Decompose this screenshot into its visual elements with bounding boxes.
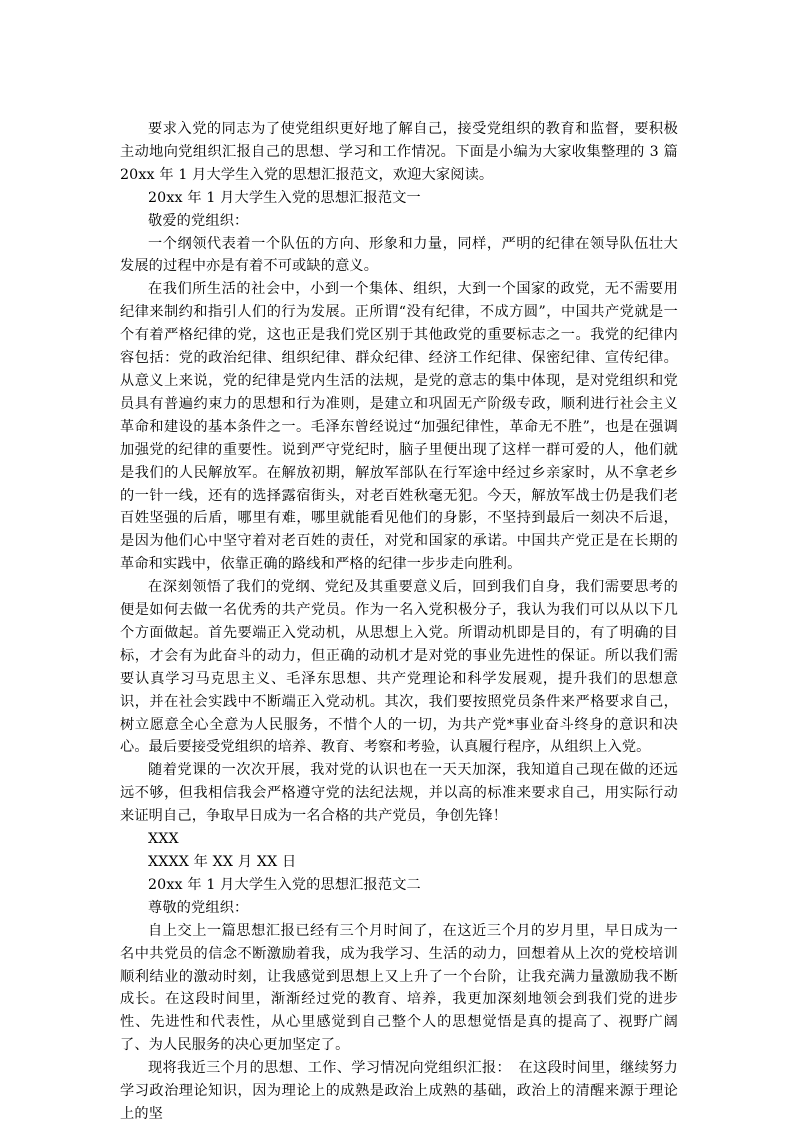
document-body bbox=[120, 118, 678, 1126]
essay-one-paragraph-1: 一个纲领代表着一个队伍的方向、形象和力量，同样，严明的纪律在领导队伍壮大发展的过程中亦是有着不可或缺的意义。 bbox=[120, 235, 678, 275]
essay-one-signature: XXX bbox=[148, 831, 179, 848]
essay-one-salutation: 敬爱的党组织： bbox=[148, 212, 249, 229]
essay-two-paragraph-1: 自上交上一篇思想汇报已经有三个月时间了，在这近三个月的岁月里，早日成为一名中共党员的信念不断激励着我，成为我学习、生活的动力，回想着从上次的党校培训顺利结业的激动时刻，让我感觉到思想上又上升了一个台阶，让我充满力量激励我不断成长。在这段时间里，渐渐经过党的教育、培养，我更加深刻地领会到我们党的进步性、先进性和代表性，从心里感觉到自己整个人的思想觉悟是真的提高了、视野广阔了、为人民服务的决心更加坚定了。 bbox=[120, 922, 678, 1054]
essay-one-date: XXXX 年 XX 月 XX 日 bbox=[148, 854, 297, 870]
essay-two-title: 20xx 年 1 月大学生入党的思想汇报范文二 bbox=[148, 876, 421, 893]
essay-one-title: 20xx 年 1 月大学生入党的思想汇报范文一 bbox=[148, 189, 421, 206]
essay-two-salutation: 尊敬的党组织： bbox=[148, 899, 249, 916]
essay-one-paragraph-3: 在深刻领悟了我们的党纲、党纪及其重要意义后，回到我们自身，我们需要思考的便是如何去做一名优秀的共产党员。作为一名入党积极分子，我认为我们可以从以下几个方面做起。首先要端正入党动机，从思想上入党。所谓动机即是目的，有了明确的目标，才会有为此奋斗的动力，但正确的动机才是对党的事业先进性的保证。所以我们需要认真学习马克思主义、毛泽东思想、共产党理论和科学发展观，提升我们的思想意识，并在社会实践中不断端正入党动机。其次，我们要按照党员条件来严格要求自己，树立愿意全心全意为人民服务，不惜个人的一切，为共产党*事业奋斗终身的意识和决心。最后要接受党组织的培养、教育、考察和考验，认真履行程序，从组织上入党。 bbox=[120, 579, 678, 756]
intro-paragraph: 要求入党的同志为了使党组织更好地了解自己，接受党组织的教育和监督，要积极主动地向党组织汇报自己的思想、学习和工作情况。下面是小编为大家收集整理的 3 篇 20xx 年 1 月大学生入党的思想汇报范文，欢迎大家阅读。 bbox=[120, 121, 678, 183]
essay-two-paragraph-2: 现将我近三个月的思想、工作、学习情况向党组织汇报： 在这段时间里，继续努力学习政治理论知识，因为理论上的成熟是政治上成熟的基础，政治上的清醒来源于理论上的坚 bbox=[120, 1060, 678, 1122]
essay-one-paragraph-2: 在我们所生活的社会中，小到一个集体、组织，大到一个国家的政党，无不需要用纪律来制约和指引人们的行为发展。正所谓“没有纪律，不成方圆”，中国共产党就是一个有着严格纪律的党，这也正是我们党区别于其他政党的重要标志之一。我党的纪律内容包括：党的政治纪律、组织纪律、群众纪律、经济工作纪律、保密纪律、宣传纪律。从意义上来说，党的纪律是党内生活的法规，是党的意志的集中体现，是对党组织和党员具有普遍约束力的思想和行为准则，是建立和巩固无产阶级专政，顺利进行社会主义革命和建设的基本条件之一。毛泽东曾经说过“加强纪律性，革命无不胜”，也是在强调加强党的纪律的重要性。说到严守党纪时，脑子里便出现了这样一群可爱的人，他们就是我们的人民解放军。在解放初期，解放军部队在行军途中经过乡亲家时，从不拿老乡的一针一线，还有的选择露宿街头，对老百姓秋毫无犯。今天，解放军战士仍是我们老百姓坚强的后盾，哪里有难，哪里就能看见他们的身影，不坚持到最后一刻决不后退，是因为他们心中坚守着对老百姓的责任，对党和国家的承诺。中国共产党正是在长期的革命和实践中，依靠正确的路线和严格的纪律一步步走向胜利。 bbox=[120, 281, 678, 573]
essay-one-paragraph-4: 随着党课的一次次开展，我对党的认识也在一天天加深，我知道自己现在做的还远远不够，但我相信我会严格遵守党的法纪法规，并以高的标准来要求自己，用实际行动来证明自己，争取早日成为一名合格的共产党员，争创先锋！ bbox=[120, 762, 678, 825]
